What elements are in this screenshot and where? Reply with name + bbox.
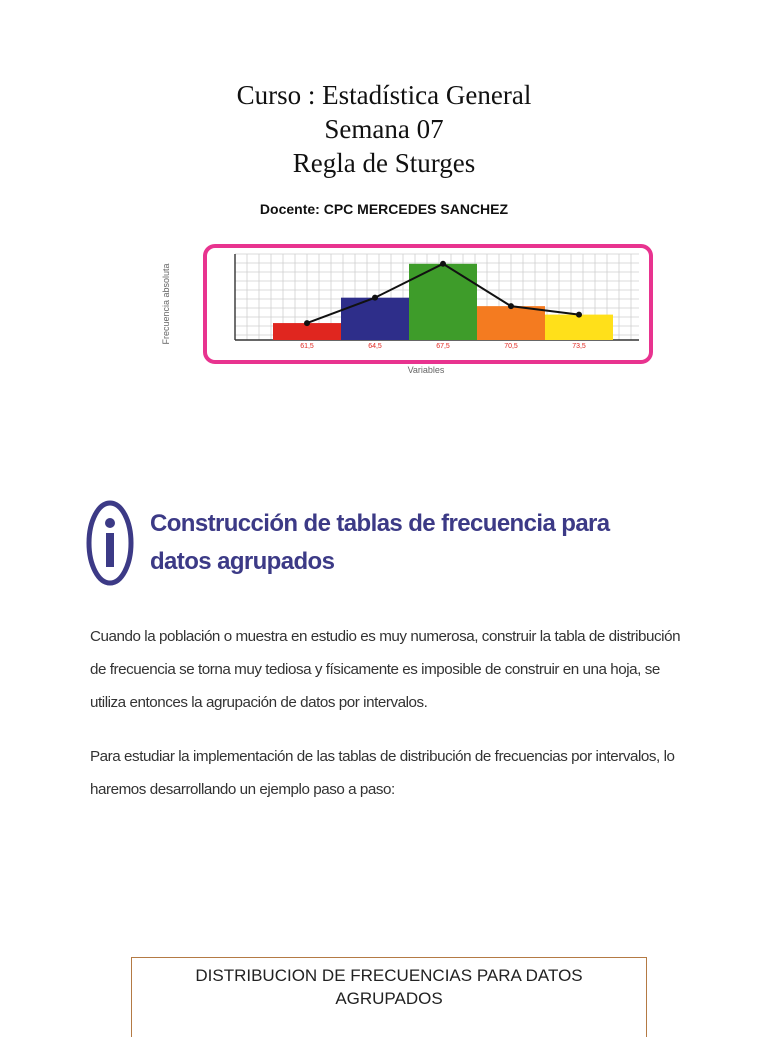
histogram-svg bbox=[139, 240, 659, 380]
polygon-point bbox=[372, 295, 378, 301]
x-tick-label: 73,5 bbox=[572, 343, 586, 350]
paragraph-intro: Cuando la población o muestra en estudio es muy numerosa, construir la tabla de distribución de frecuencia se torna muy tediosa y físicamente es imposible de construir en una hoja, se utiliza entonces la agrupación de datos por intervalos. bbox=[90, 628, 681, 711]
x-tick-label: 64,5 bbox=[368, 343, 382, 350]
box-heading-line1: DISTRIBUCION DE FRECUENCIAS PARA DATOS bbox=[195, 966, 583, 985]
polygon-point bbox=[508, 303, 514, 309]
distribution-heading-box bbox=[131, 957, 647, 1037]
box-heading-line2: AGRUPADOS bbox=[335, 989, 443, 1008]
x-axis-label: Variables bbox=[407, 365, 445, 375]
info-icon bbox=[86, 499, 134, 587]
bar bbox=[477, 306, 545, 340]
bar bbox=[545, 315, 613, 340]
topic-line: Regla de Sturges bbox=[292, 148, 476, 178]
polygon-point bbox=[304, 320, 310, 326]
paragraph-example: Para estudiar la implementación de las tablas de distribución de frecuencias por intervalos, lo haremos desarrollando un ejemplo paso a paso: bbox=[90, 748, 675, 798]
week-line: Semana 07 bbox=[324, 114, 444, 144]
histogram-chart bbox=[139, 240, 659, 380]
docente-line: Docente: CPC MERCEDES SANCHEZ bbox=[259, 201, 509, 217]
course-line: Curso : Estadística General bbox=[236, 80, 532, 110]
polygon-point bbox=[440, 261, 446, 267]
polygon-point bbox=[576, 312, 582, 318]
x-tick-label: 67,5 bbox=[436, 343, 450, 350]
x-tick-label: 70,5 bbox=[504, 343, 518, 350]
bar bbox=[341, 298, 409, 340]
y-axis-label: Frecuencia absoluta bbox=[161, 263, 171, 345]
section-title: Construcción de tablas de frecuencia para datos agrupados bbox=[150, 510, 610, 575]
document-title bbox=[0, 78, 768, 180]
x-tick-label: 61,5 bbox=[300, 343, 314, 350]
